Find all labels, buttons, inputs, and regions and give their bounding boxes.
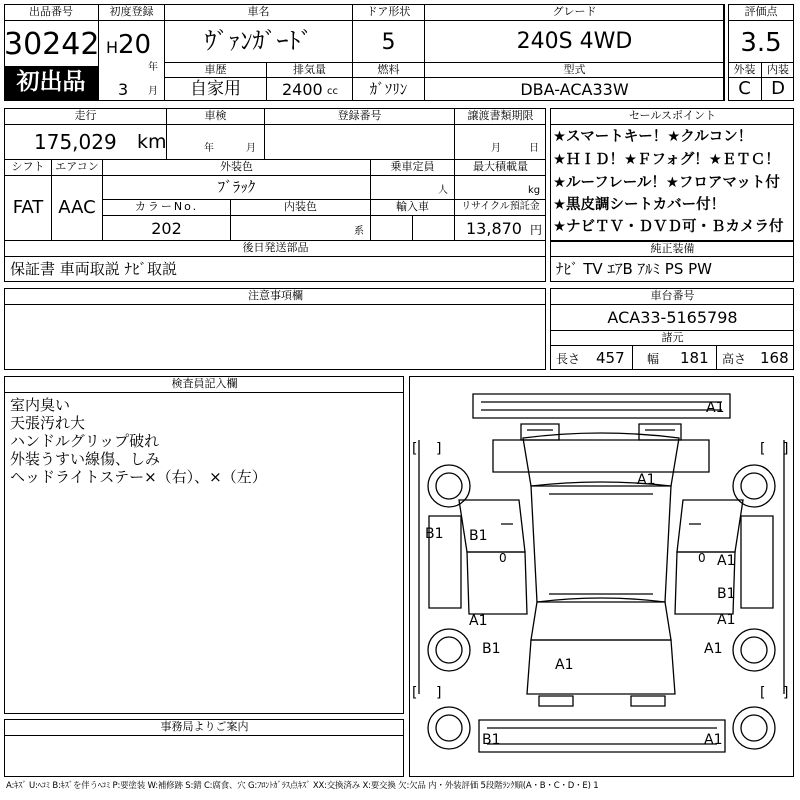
equipment-label: 純正装備 <box>650 242 695 255</box>
chassis-number: ACA33-5165798 <box>607 308 738 327</box>
exterior-color: ﾌﾞﾗｯｸ <box>217 178 256 196</box>
damage-marker-left-rear-quarter: B1 <box>482 641 501 657</box>
history: 自家用 <box>190 79 241 99</box>
capacity-label: 乗車定員 <box>390 160 435 173</box>
registration-number-label: 登録番号 <box>337 109 382 122</box>
aircon: AAC <box>58 197 96 218</box>
notes-label: 注意事項欄 <box>248 289 303 302</box>
damage-marker-roof-front: A1 <box>706 400 725 416</box>
inspection-year-unit: 年 <box>204 143 214 154</box>
shift-label: シフト <box>11 160 45 173</box>
registration-month: 3 <box>118 80 129 99</box>
damage-marker-right-door-mark: 0 <box>698 551 706 565</box>
damage-marker-right-rear-fender: A1 <box>704 641 723 657</box>
recycle-fee: 13,870 <box>466 219 522 238</box>
score-label: 評価点 <box>744 5 778 18</box>
load-unit: kg <box>528 185 541 196</box>
first-registration-label: 初度登録 <box>109 5 154 18</box>
later-parts: 保証書 車両取説 ﾅﾋﾞ取説 <box>10 260 178 278</box>
length: 457 <box>596 349 625 367</box>
damage-marker-roof-center: A1 <box>637 472 656 488</box>
width-label: 幅 <box>647 352 660 366</box>
recycle-fee-unit: 円 <box>530 223 543 237</box>
month-unit: 月 <box>148 86 158 97</box>
fuel-label: 燃料 <box>377 63 400 76</box>
dimensions-label: 諸元 <box>661 331 684 344</box>
overall-score: 3.5 <box>740 28 782 58</box>
sales-point-line: ★ナビＴＶ・ＤＶＤ可・Ｂカメラ付 <box>553 219 784 235</box>
document-deadline-label: 譲渡書類期限 <box>467 109 534 122</box>
damage-code-legend: A:ｷｽﾞ U:ﾍｺﾐ B:ｷｽﾞを伴うﾍｺﾐ P:要塗装 W:補修跡 S:錆 C:腐食、穴 G:ﾌﾛﾝﾄｶﾞﾗｽ点ｷｽﾞ XX:交換済み X:要交換 欠:欠品 内・外装評価 5段階ﾗﾝｸ順(A・B・C・D・E) 1 <box>6 781 599 791</box>
side-bracket-close: ] <box>436 685 442 701</box>
sales-point-line: ★ルーフレール！★フロアマット付 <box>553 175 780 191</box>
recycle-fee-label: リサイクル預託金 <box>461 201 540 212</box>
sales-point-line: ★黒皮調シートカバー付！ <box>553 197 726 213</box>
mirror-bracket-close: ] <box>436 441 442 457</box>
lot-number-label: 出品番号 <box>29 5 73 18</box>
mirror-bracket-open: [ <box>412 441 418 457</box>
side-bracket-close: ] <box>783 685 789 701</box>
era: H <box>106 38 119 57</box>
displacement-label: 排気量 <box>293 63 326 76</box>
remark-line: ハンドルグリップ破れ <box>10 432 160 450</box>
displacement-unit: cc <box>327 86 338 97</box>
mileage: 175,029 <box>34 130 117 154</box>
damage-marker-right-rear-quarter: A1 <box>717 612 736 628</box>
displacement: 2400 <box>282 80 323 99</box>
history-label: 車歴 <box>204 63 227 76</box>
interior-grade-label: 内装 <box>767 63 789 76</box>
damage-marker-right-rear-door: B1 <box>717 586 736 602</box>
mirror-bracket-close: ] <box>783 441 789 457</box>
aircon-label: エアコン <box>55 160 99 173</box>
mirror-bracket-open: [ <box>760 441 766 457</box>
height-label: 高さ <box>722 352 747 366</box>
interior-color-label: 内装色 <box>284 200 317 213</box>
damage-marker-right-front-door: A1 <box>717 553 736 569</box>
car-diagram <box>409 376 794 777</box>
interior-color-unit: 系 <box>354 226 364 237</box>
damage-marker-left-front-door: B1 <box>469 528 488 544</box>
color-number: 202 <box>151 219 182 238</box>
grade-label: グレード <box>552 5 597 18</box>
remark-line: 外装うすい線傷、しみ <box>10 450 161 468</box>
inspection-label: 車検 <box>204 109 227 122</box>
model-code-label: 型式 <box>563 63 586 76</box>
side-bracket-open: [ <box>412 685 418 701</box>
model-code: DBA-ACA33W <box>520 80 629 99</box>
later-parts-label: 後日発送部品 <box>242 241 309 254</box>
lot-number: 30242 <box>4 27 100 62</box>
exterior-color-label: 外装色 <box>220 160 253 173</box>
chassis-number-label: 車台番号 <box>650 289 695 302</box>
width: 181 <box>680 349 709 367</box>
remark-line: 天張汚れ大 <box>10 414 86 432</box>
interior-grade: D <box>771 78 785 99</box>
grade: 240S 4WD <box>516 29 633 54</box>
shift: FAT <box>12 197 44 218</box>
import-label: 輸入車 <box>396 200 429 213</box>
year-unit: 年 <box>148 62 158 73</box>
damage-marker-rear-bumper-right: A1 <box>704 732 723 748</box>
remark-line: ヘッドライトステー×（右）、×（左） <box>10 468 267 486</box>
car-name: ｳﾞｧﾝｶﾞｰﾄﾞ <box>204 27 313 55</box>
document-day-unit: 日 <box>529 143 539 154</box>
damage-marker-rear-hatch: A1 <box>555 657 574 673</box>
mileage-unit: km <box>137 131 167 153</box>
length-label: 長さ <box>556 352 581 366</box>
door-type-label: ドア形状 <box>366 5 411 18</box>
registration-year: 20 <box>118 30 152 60</box>
car-name-label: 車名 <box>247 5 270 18</box>
first-listing-label: 初出品 <box>16 69 86 95</box>
damage-marker-left-door-mark: 0 <box>499 551 507 565</box>
exterior-grade: C <box>738 78 751 99</box>
inspector-remarks <box>10 396 267 486</box>
damage-marker-left-rear-door: A1 <box>469 613 488 629</box>
office-label: 事務局よりご案内 <box>160 720 249 733</box>
capacity-unit: 人 <box>438 185 448 196</box>
load-capacity-label: 最大積載量 <box>473 160 528 173</box>
damage-marker-rear-bumper-left: B1 <box>482 732 501 748</box>
inspector-label: 検査員記入欄 <box>171 377 238 390</box>
mileage-label: 走行 <box>74 109 97 122</box>
remark-line: 室内臭い <box>10 396 71 414</box>
sales-points-label: セールスポイント <box>628 109 716 122</box>
damage-marker-left-front-fender: B1 <box>425 526 444 542</box>
document-month-unit: 月 <box>491 143 501 154</box>
exterior-grade-label: 外装 <box>733 63 756 76</box>
sales-point-line: ★スマートキー！★クルコン！ <box>553 129 753 145</box>
fuel: ｶﾞｿﾘﾝ <box>369 80 408 98</box>
sales-point-line: ★ＨＩＤ！★Ｆフォグ！★ＥＴＣ！ <box>553 152 780 168</box>
equipment: ﾅﾋﾞ TV ｴｱB ｱﾙﾐ PS PW <box>556 260 712 278</box>
color-number-label: カラーNo. <box>134 200 199 213</box>
door-count: 5 <box>381 30 396 55</box>
side-bracket-open: [ <box>760 685 766 701</box>
inspection-month-unit: 月 <box>246 143 256 154</box>
height: 168 <box>760 349 789 367</box>
